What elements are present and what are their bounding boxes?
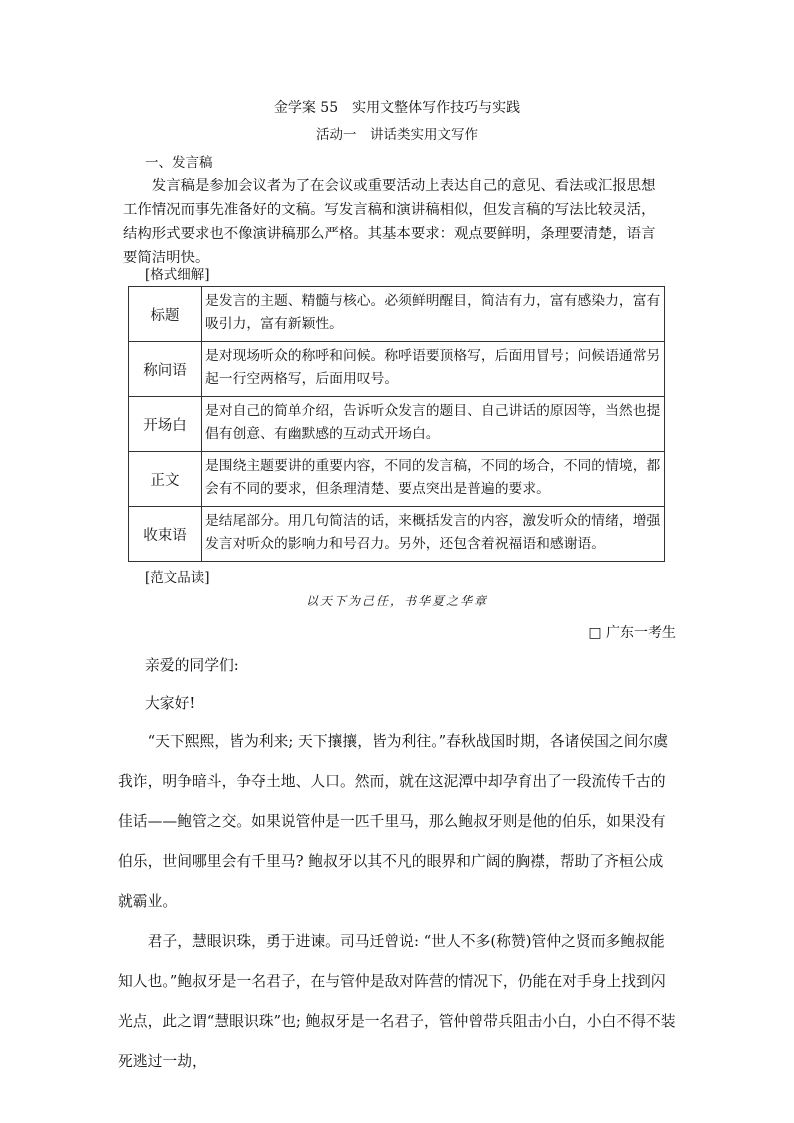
table-row xyxy=(129,287,665,342)
row-key: 正文 xyxy=(129,452,202,507)
essay-hello: 大家好! xyxy=(145,695,196,712)
essay-paragraph: 君子，慧眼识珠，勇于进谏。司马迁曾说: “世人不多(称赞)管仲之贤而多鲍叔能知人也。”鲍叔牙是一名君子，在与管仲是敌对阵营的情况下，仍能在对手身上找到闪光点，此之谓“慧眼识珠”也; 鲍叔牙是一名君子，管仲曾带兵阻击小白，小白不得不装死逃过一劫， xyxy=(118,933,676,1070)
row-value: 是对现场听众的称呼和问候。称呼语要顶格写，后面用冒号；问候语通常另起一行空两格写，后面用叹号。 xyxy=(202,342,665,397)
intro-paragraph: 发言稿是参加会议者为了在会议或重要活动上表达自己的意见、看法或汇报思想工作情况而事先准备好的文稿。写发言稿和演讲稿相似，但发言稿的写法比较灵活，结构形式要求也不像演讲稿那么严格。其基本要求：观点要鲜明，条理要清楚，语言要简洁明快。 xyxy=(123,178,656,266)
row-key: 称问语 xyxy=(129,342,202,397)
row-value: 是对自己的简单介绍，告诉听众发言的题目、自己讲话的原因等，当然也提倡有创意、有幽默感的互动式开场白。 xyxy=(202,397,665,452)
activity-subtitle: 活动一 讲话类实用文写作 xyxy=(316,127,478,143)
row-key: 标题 xyxy=(129,287,202,342)
table-row xyxy=(129,342,665,397)
row-value: 是围绕主题要讲的重要内容，不同的发言稿，不同的场合，不同的情境，都会有不同的要求，但条理清楚、要点突出是普遍的要求。 xyxy=(202,452,665,507)
format-table xyxy=(128,286,665,562)
table-row xyxy=(129,452,665,507)
page-title: 金学案 55 实用文整体写作技巧与实践 xyxy=(273,100,521,116)
table-row xyxy=(129,397,665,452)
essay-author: □ 广东一考生 xyxy=(588,625,676,641)
section-heading: 一、发言稿 xyxy=(145,155,213,171)
row-value: 是发言的主题、精髓与核心。必须鲜明醒目，简洁有力，富有感染力，富有吸引力，富有新颖性。 xyxy=(202,287,665,342)
essay-greeting: 亲爱的同学们: xyxy=(145,657,239,674)
essay-title: 以天下为己任，书华夏之华章 xyxy=(305,594,488,608)
sample-label: [范文品读] xyxy=(145,570,210,586)
table-row xyxy=(129,507,665,562)
row-key: 收束语 xyxy=(129,507,202,562)
format-label: [格式细解] xyxy=(145,267,210,283)
essay-paragraph: “天下熙熙，皆为利来; 天下攘攘，皆为利往。”春秋战国时期，各诸侯国之间尔虞我诈，明争暗斗，争夺土地、人口。然而，就在这泥潭中却孕育出了一段流传千古的佳话——鲍管之交。如果说管仲是一匹千里马，那么鲍叔牙则是他的伯乐，如果没有伯乐，世间哪里会有千里马? 鲍叔牙以其不凡的眼界和广阔的胸襟，帮助了齐桓公成就霸业。 xyxy=(118,733,669,910)
row-value: 是结尾部分。用几句简洁的话，来概括发言的内容，激发听众的情绪，增强发言对听众的影响力和号召力。另外，还包含着祝福语和感谢语。 xyxy=(202,507,665,562)
essay-body xyxy=(118,722,678,1082)
row-key: 开场白 xyxy=(129,397,202,452)
